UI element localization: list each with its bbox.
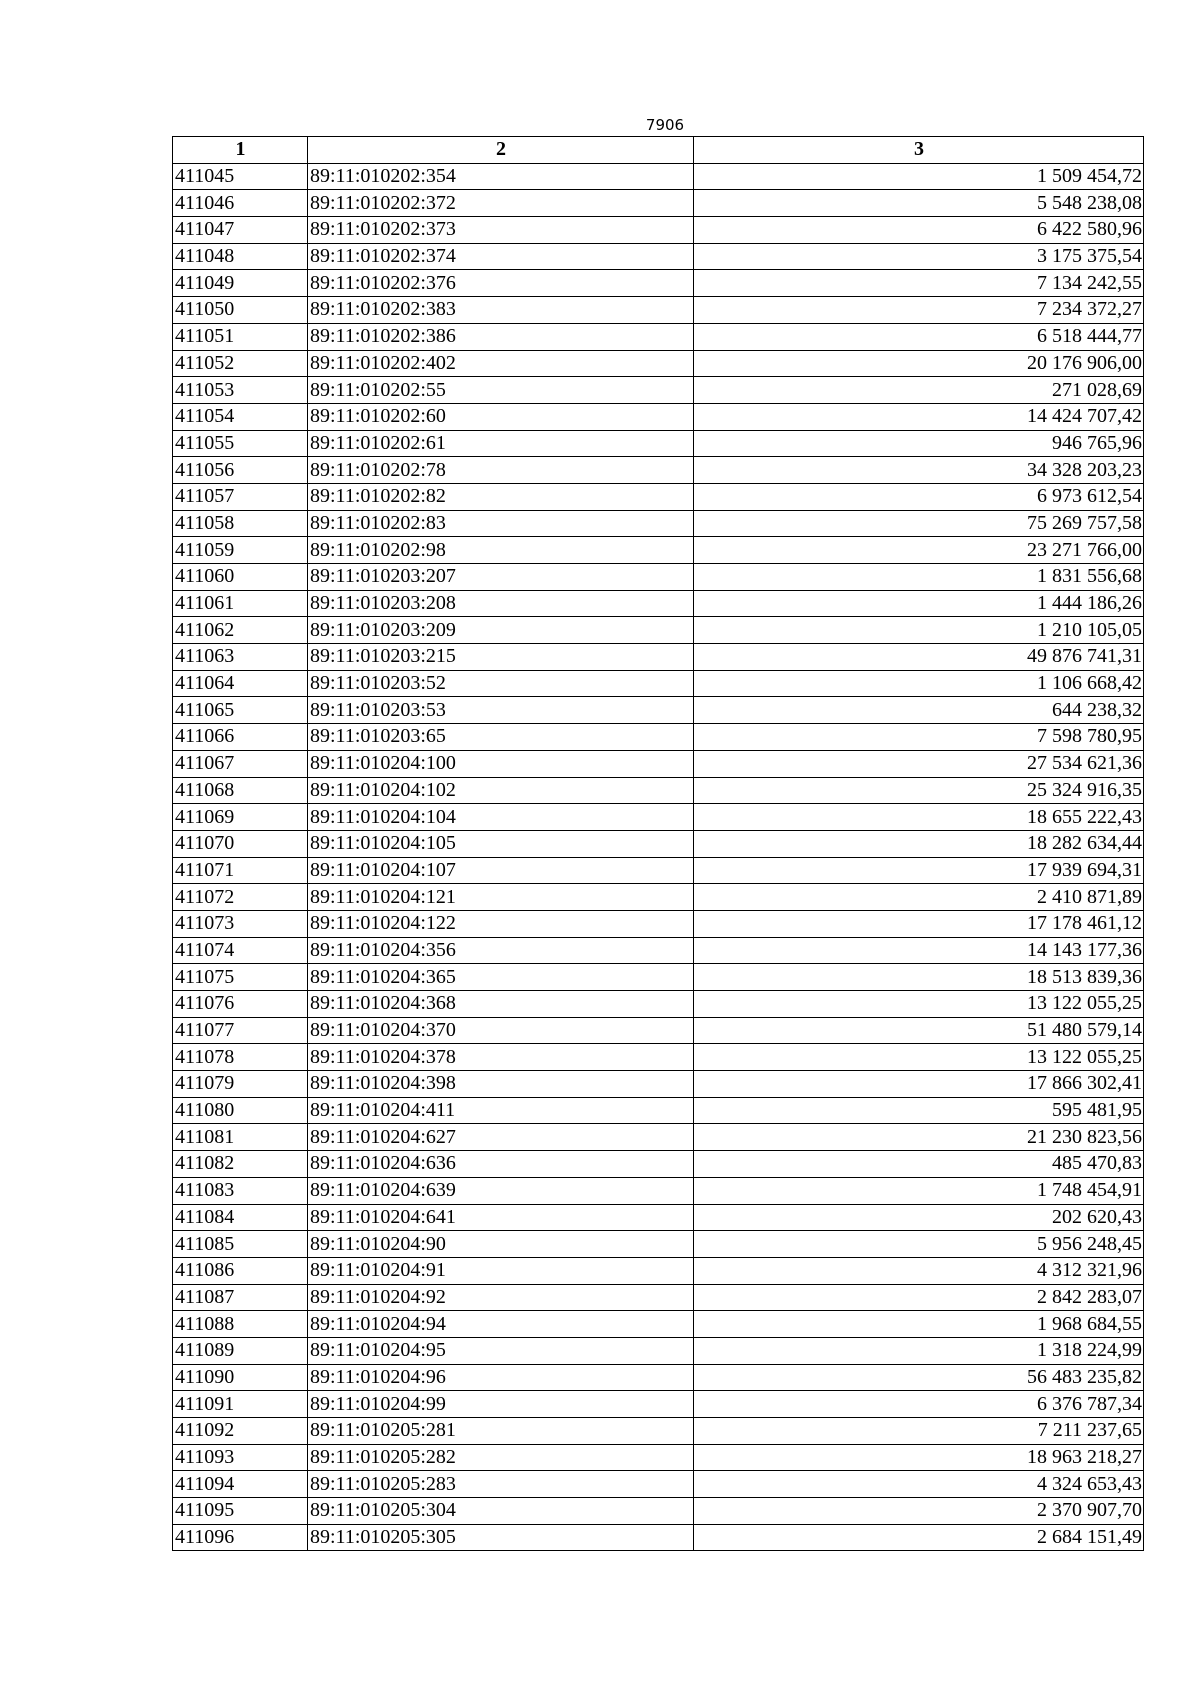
- cadastral-value-cell: 21 230 823,56: [694, 1124, 1144, 1151]
- cadastral-value-cell: 13 122 055,25: [694, 991, 1144, 1018]
- table-row: [173, 1017, 1144, 1044]
- row-number-cell: 411058: [173, 510, 308, 537]
- column-header-1: 1: [173, 137, 308, 164]
- cadastral-value-cell: 1 831 556,68: [694, 564, 1144, 591]
- cadastral-value-cell: 1 509 454,72: [694, 163, 1144, 190]
- row-number-cell: 411050: [173, 297, 308, 324]
- cadastral-value-cell: 595 481,95: [694, 1097, 1144, 1124]
- cadastral-number-cell: 89:11:010204:411: [308, 1097, 694, 1124]
- cadastral-number-cell: 89:11:010203:207: [308, 564, 694, 591]
- table-row: [173, 190, 1144, 217]
- table-row: [173, 1418, 1144, 1445]
- row-number-cell: 411054: [173, 403, 308, 430]
- table-row: [173, 857, 1144, 884]
- row-number-cell: 411065: [173, 697, 308, 724]
- cadastral-value-cell: 17 939 694,31: [694, 857, 1144, 884]
- row-number-cell: 411071: [173, 857, 308, 884]
- cadastral-number-cell: 89:11:010202:354: [308, 163, 694, 190]
- cadastral-value-cell: 23 271 766,00: [694, 537, 1144, 564]
- table-row: [173, 1364, 1144, 1391]
- cadastral-number-cell: 89:11:010204:105: [308, 830, 694, 857]
- table-row: [173, 1471, 1144, 1498]
- table-row: [173, 350, 1144, 377]
- cadastral-value-cell: 5 548 238,08: [694, 190, 1144, 217]
- cadastral-number-cell: 89:11:010202:55: [308, 377, 694, 404]
- cadastral-value-cell: 1 444 186,26: [694, 590, 1144, 617]
- cadastral-number-cell: 89:11:010204:122: [308, 910, 694, 937]
- table-row: [173, 430, 1144, 457]
- row-number-cell: 411092: [173, 1418, 308, 1445]
- table-row: [173, 777, 1144, 804]
- table-row: [173, 1177, 1144, 1204]
- table-row: [173, 1337, 1144, 1364]
- row-number-cell: 411087: [173, 1284, 308, 1311]
- table-row: [173, 217, 1144, 244]
- cadastral-number-cell: 89:11:010204:641: [308, 1204, 694, 1231]
- cadastral-number-cell: 89:11:010204:95: [308, 1337, 694, 1364]
- cadastral-number-cell: 89:11:010202:83: [308, 510, 694, 537]
- cadastral-value-cell: 2 842 283,07: [694, 1284, 1144, 1311]
- row-number-cell: 411061: [173, 590, 308, 617]
- row-number-cell: 411045: [173, 163, 308, 190]
- row-number-cell: 411094: [173, 1471, 308, 1498]
- cadastral-value-cell: 3 175 375,54: [694, 243, 1144, 270]
- row-number-cell: 411079: [173, 1071, 308, 1098]
- cadastral-value-cell: 7 134 242,55: [694, 270, 1144, 297]
- cadastral-value-cell: 51 480 579,14: [694, 1017, 1144, 1044]
- cadastral-value-cell: 17 178 461,12: [694, 910, 1144, 937]
- row-number-cell: 411081: [173, 1124, 308, 1151]
- table-row: [173, 804, 1144, 831]
- table-row: [173, 403, 1144, 430]
- cadastral-number-cell: 89:11:010202:372: [308, 190, 694, 217]
- row-number-cell: 411077: [173, 1017, 308, 1044]
- row-number-cell: 411074: [173, 937, 308, 964]
- table-row: [173, 1284, 1144, 1311]
- cadastral-number-cell: 89:11:010204:639: [308, 1177, 694, 1204]
- cadastral-number-cell: 89:11:010204:356: [308, 937, 694, 964]
- row-number-cell: 411062: [173, 617, 308, 644]
- table-row: [173, 1097, 1144, 1124]
- table-row: [173, 323, 1144, 350]
- row-number-cell: 411083: [173, 1177, 308, 1204]
- cadastral-value-cell: 1 210 105,05: [694, 617, 1144, 644]
- table-row: [173, 1071, 1144, 1098]
- cadastral-value-cell: 18 513 839,36: [694, 964, 1144, 991]
- cadastral-value-cell: 25 324 916,35: [694, 777, 1144, 804]
- row-number-cell: 411078: [173, 1044, 308, 1071]
- cadastral-number-cell: 89:11:010202:383: [308, 297, 694, 324]
- cadastral-number-cell: 89:11:010203:65: [308, 724, 694, 751]
- row-number-cell: 411049: [173, 270, 308, 297]
- cadastral-number-cell: 89:11:010204:636: [308, 1151, 694, 1178]
- row-number-cell: 411053: [173, 377, 308, 404]
- table-row: [173, 617, 1144, 644]
- row-number-cell: 411048: [173, 243, 308, 270]
- cadastral-value-cell: 6 973 612,54: [694, 483, 1144, 510]
- table-row: [173, 457, 1144, 484]
- row-number-cell: 411096: [173, 1524, 308, 1551]
- cadastral-value-cell: 17 866 302,41: [694, 1071, 1144, 1098]
- row-number-cell: 411091: [173, 1391, 308, 1418]
- cadastral-value-cell: 7 598 780,95: [694, 724, 1144, 751]
- cadastral-number-cell: 89:11:010204:102: [308, 777, 694, 804]
- cadastral-number-cell: 89:11:010202:60: [308, 403, 694, 430]
- table-row: [173, 724, 1144, 751]
- cadastral-number-cell: 89:11:010203:52: [308, 670, 694, 697]
- cadastral-number-cell: 89:11:010202:374: [308, 243, 694, 270]
- row-number-cell: 411046: [173, 190, 308, 217]
- table-row: [173, 243, 1144, 270]
- cadastral-number-cell: 89:11:010204:96: [308, 1364, 694, 1391]
- row-number-cell: 411073: [173, 910, 308, 937]
- table-row: [173, 1524, 1144, 1551]
- cadastral-number-cell: 89:11:010205:282: [308, 1444, 694, 1471]
- cadastral-value-cell: 13 122 055,25: [694, 1044, 1144, 1071]
- table-row: [173, 590, 1144, 617]
- cadastral-number-cell: 89:11:010204:99: [308, 1391, 694, 1418]
- table-row: [173, 1124, 1144, 1151]
- cadastral-number-cell: 89:11:010204:104: [308, 804, 694, 831]
- cadastral-number-cell: 89:11:010204:121: [308, 884, 694, 911]
- cadastral-value-cell: 644 238,32: [694, 697, 1144, 724]
- cadastral-value-cell: 18 655 222,43: [694, 804, 1144, 831]
- table-row: [173, 884, 1144, 911]
- cadastral-number-cell: 89:11:010202:61: [308, 430, 694, 457]
- row-number-cell: 411066: [173, 724, 308, 751]
- cadastral-value-cell: 18 963 218,27: [694, 1444, 1144, 1471]
- table-row: [173, 964, 1144, 991]
- cadastral-number-cell: 89:11:010202:386: [308, 323, 694, 350]
- cadastral-value-cell: 56 483 235,82: [694, 1364, 1144, 1391]
- row-number-cell: 411068: [173, 777, 308, 804]
- cadastral-value-cell: 2 370 907,70: [694, 1498, 1144, 1525]
- cadastral-number-cell: 89:11:010203:209: [308, 617, 694, 644]
- row-number-cell: 411052: [173, 350, 308, 377]
- cadastral-value-cell: 49 876 741,31: [694, 644, 1144, 671]
- cadastral-number-cell: 89:11:010205:281: [308, 1418, 694, 1445]
- cadastral-number-cell: 89:11:010204:627: [308, 1124, 694, 1151]
- cadastral-value-cell: 4 324 653,43: [694, 1471, 1144, 1498]
- table-row: [173, 644, 1144, 671]
- row-number-cell: 411088: [173, 1311, 308, 1338]
- cadastral-value-cell: 202 620,43: [694, 1204, 1144, 1231]
- cadastral-number-cell: 89:11:010202:402: [308, 350, 694, 377]
- table-row: [173, 1498, 1144, 1525]
- header-row: [173, 137, 1144, 164]
- row-number-cell: 411082: [173, 1151, 308, 1178]
- cadastral-number-cell: 89:11:010204:92: [308, 1284, 694, 1311]
- table-row: [173, 670, 1144, 697]
- cadastral-number-cell: 89:11:010202:78: [308, 457, 694, 484]
- row-number-cell: 411090: [173, 1364, 308, 1391]
- table-row: [173, 1444, 1144, 1471]
- table-row: [173, 1391, 1144, 1418]
- cadastral-number-cell: 89:11:010203:215: [308, 644, 694, 671]
- cadastral-number-cell: 89:11:010203:53: [308, 697, 694, 724]
- table-row: [173, 750, 1144, 777]
- table-row: [173, 1044, 1144, 1071]
- cadastral-number-cell: 89:11:010205:305: [308, 1524, 694, 1551]
- table-row: [173, 537, 1144, 564]
- row-number-cell: 411086: [173, 1257, 308, 1284]
- cadastral-number-cell: 89:11:010204:91: [308, 1257, 694, 1284]
- cadastral-number-cell: 89:11:010202:373: [308, 217, 694, 244]
- row-number-cell: 411057: [173, 483, 308, 510]
- row-number-cell: 411085: [173, 1231, 308, 1258]
- table-row: [173, 270, 1144, 297]
- cadastral-value-cell: 485 470,83: [694, 1151, 1144, 1178]
- cadastral-value-cell: 27 534 621,36: [694, 750, 1144, 777]
- row-number-cell: 411064: [173, 670, 308, 697]
- cadastral-number-cell: 89:11:010205:283: [308, 1471, 694, 1498]
- row-number-cell: 411084: [173, 1204, 308, 1231]
- cadastral-value-cell: 1 968 684,55: [694, 1311, 1144, 1338]
- table-row: [173, 163, 1144, 190]
- table-row: [173, 910, 1144, 937]
- table-row: [173, 377, 1144, 404]
- cadastral-value-cell: 14 424 707,42: [694, 403, 1144, 430]
- cadastral-value-cell: 20 176 906,00: [694, 350, 1144, 377]
- page-number: 7906: [645, 116, 685, 134]
- table-row: [173, 697, 1144, 724]
- cadastral-value-cell: 4 312 321,96: [694, 1257, 1144, 1284]
- cadastral-number-cell: 89:11:010204:365: [308, 964, 694, 991]
- cadastral-value-cell: 14 143 177,36: [694, 937, 1144, 964]
- cadastral-value-cell: 1 748 454,91: [694, 1177, 1144, 1204]
- cadastral-number-cell: 89:11:010204:368: [308, 991, 694, 1018]
- cadastral-value-cell: 2 684 151,49: [694, 1524, 1144, 1551]
- table-row: [173, 830, 1144, 857]
- table-body: [173, 163, 1144, 1551]
- cadastral-number-cell: 89:11:010202:82: [308, 483, 694, 510]
- cadastral-value-table: [172, 136, 1144, 1551]
- row-number-cell: 411063: [173, 644, 308, 671]
- cadastral-value-cell: 271 028,69: [694, 377, 1144, 404]
- row-number-cell: 411047: [173, 217, 308, 244]
- row-number-cell: 411059: [173, 537, 308, 564]
- cadastral-value-cell: 1 106 668,42: [694, 670, 1144, 697]
- table-row: [173, 564, 1144, 591]
- cadastral-value-cell: 7 211 237,65: [694, 1418, 1144, 1445]
- cadastral-value-cell: 6 518 444,77: [694, 323, 1144, 350]
- row-number-cell: 411076: [173, 991, 308, 1018]
- cadastral-value-cell: 75 269 757,58: [694, 510, 1144, 537]
- row-number-cell: 411095: [173, 1498, 308, 1525]
- cadastral-number-cell: 89:11:010204:370: [308, 1017, 694, 1044]
- cadastral-number-cell: 89:11:010204:90: [308, 1231, 694, 1258]
- cadastral-value-cell: 5 956 248,45: [694, 1231, 1144, 1258]
- cadastral-number-cell: 89:11:010204:398: [308, 1071, 694, 1098]
- row-number-cell: 411055: [173, 430, 308, 457]
- table-row: [173, 297, 1144, 324]
- cadastral-number-cell: 89:11:010205:304: [308, 1498, 694, 1525]
- table-row: [173, 1231, 1144, 1258]
- cadastral-value-cell: 7 234 372,27: [694, 297, 1144, 324]
- table-row: [173, 991, 1144, 1018]
- row-number-cell: 411051: [173, 323, 308, 350]
- cadastral-number-cell: 89:11:010202:98: [308, 537, 694, 564]
- cadastral-value-cell: 18 282 634,44: [694, 830, 1144, 857]
- row-number-cell: 411067: [173, 750, 308, 777]
- table-row: [173, 1311, 1144, 1338]
- cadastral-number-cell: 89:11:010202:376: [308, 270, 694, 297]
- cadastral-value-cell: 2 410 871,89: [694, 884, 1144, 911]
- cadastral-value-cell: 1 318 224,99: [694, 1337, 1144, 1364]
- column-header-2: 2: [308, 137, 694, 164]
- cadastral-value-cell: 6 422 580,96: [694, 217, 1144, 244]
- row-number-cell: 411069: [173, 804, 308, 831]
- cadastral-value-cell: 34 328 203,23: [694, 457, 1144, 484]
- row-number-cell: 411056: [173, 457, 308, 484]
- table-row: [173, 510, 1144, 537]
- row-number-cell: 411075: [173, 964, 308, 991]
- cadastral-number-cell: 89:11:010204:94: [308, 1311, 694, 1338]
- cadastral-number-cell: 89:11:010204:100: [308, 750, 694, 777]
- table-row: [173, 1257, 1144, 1284]
- table-row: [173, 1204, 1144, 1231]
- row-number-cell: 411072: [173, 884, 308, 911]
- cadastral-value-cell: 6 376 787,34: [694, 1391, 1144, 1418]
- table-row: [173, 1151, 1144, 1178]
- table-row: [173, 937, 1144, 964]
- row-number-cell: 411060: [173, 564, 308, 591]
- cadastral-value-cell: 946 765,96: [694, 430, 1144, 457]
- cadastral-number-cell: 89:11:010204:107: [308, 857, 694, 884]
- cadastral-number-cell: 89:11:010203:208: [308, 590, 694, 617]
- row-number-cell: 411093: [173, 1444, 308, 1471]
- table-row: [173, 483, 1144, 510]
- row-number-cell: 411070: [173, 830, 308, 857]
- cadastral-number-cell: 89:11:010204:378: [308, 1044, 694, 1071]
- table-header: [173, 137, 1144, 164]
- row-number-cell: 411089: [173, 1337, 308, 1364]
- row-number-cell: 411080: [173, 1097, 308, 1124]
- column-header-3: 3: [694, 137, 1144, 164]
